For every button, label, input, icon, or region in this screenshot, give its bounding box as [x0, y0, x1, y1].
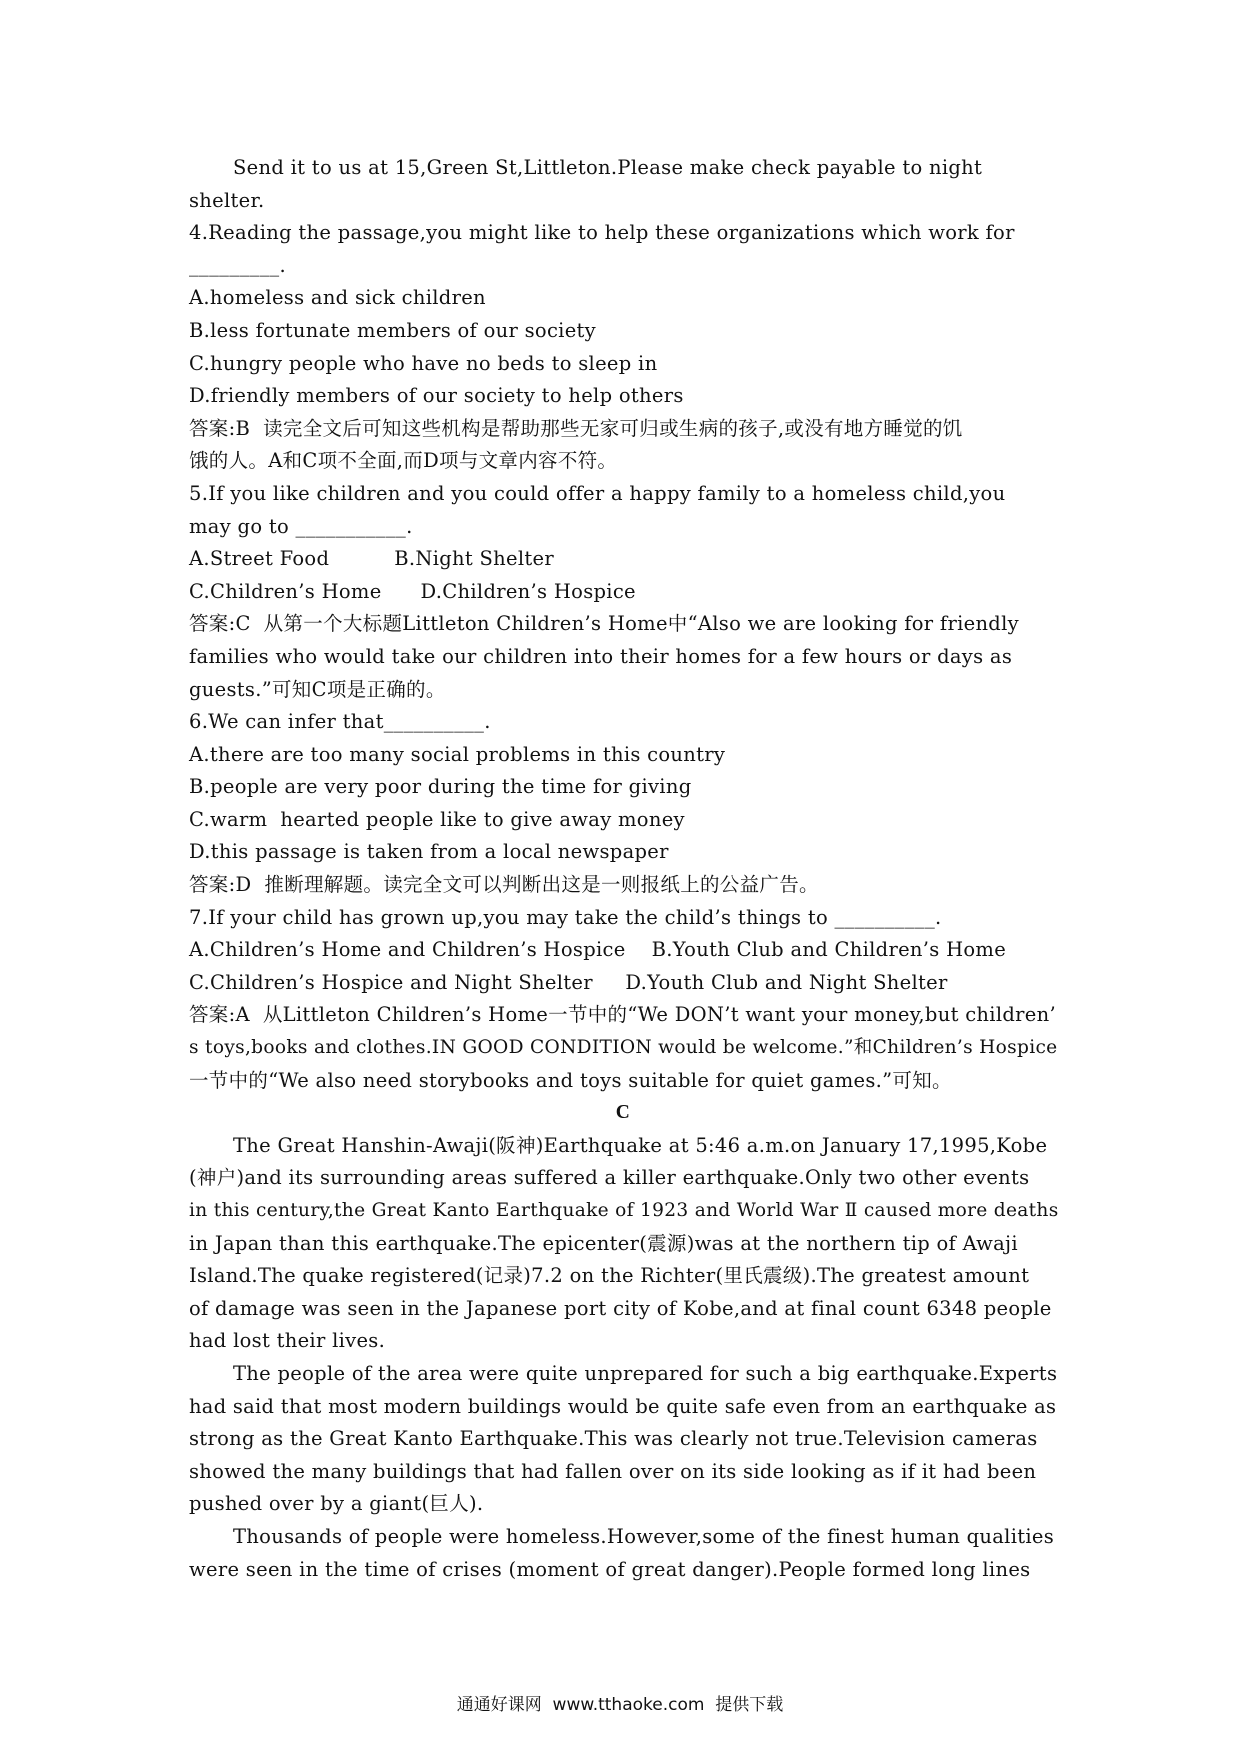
text-line: had lost their lives.: [189, 1329, 386, 1353]
text-line: A.homeless and sick children: [189, 286, 486, 310]
text-line: 7.If your child has grown up,you may take the child’s things to __________.: [189, 905, 942, 929]
text-line: shelter.: [189, 188, 265, 212]
text-line: Island.The quake registered(记录)7.2 on the Richter(里氏震级).The greatest amount: [189, 1264, 1030, 1288]
text-line: 6.We can infer that__________.: [189, 710, 491, 734]
text-line: C.hungry people who have no beds to sleep in: [189, 351, 658, 375]
text-line: C.warm hearted people like to give away money: [189, 807, 685, 831]
text-line: D.this passage is taken from a local newspaper: [189, 840, 669, 864]
text-line: in this century,the Great Kanto Earthquake of 1923 and World War Ⅱ caused more deaths: [189, 1200, 1059, 1221]
text-line: of damage was seen in the Japanese port city of Kobe,and at final count 6348 people: [189, 1296, 1052, 1320]
text-line: 答案:C 从第一个大标题Littleton Children’s Home中“Also we are looking for friendly: [189, 612, 1019, 636]
text-line: showed the many buildings that had fallen over on its side looking as if it had been: [189, 1459, 1037, 1483]
text-line: The people of the area were quite unprepared for such a big earthquake.Experts: [233, 1361, 1058, 1385]
text-line: (神户)and its surrounding areas suffered a killer earthquake.Only two other events: [189, 1166, 1030, 1190]
text-line: 答案:D 推断理解题。读完全文可以判断出这是一则报纸上的公益广告。: [189, 873, 819, 897]
text-line: 答案:A 从Littleton Children’s Home一节中的“We DON’t want your money,but children’: [189, 1003, 1056, 1027]
text-line: 饿的人。A和C项不全面,而D项与文章内容不符。: [189, 449, 618, 473]
text-line: families who would take our children into their homes for a few hours or days as: [189, 644, 1013, 668]
page-footer: 通通好课网 www.tthaoke.com 提供下载: [456, 1695, 784, 1715]
text-line: A.Street Food B.Night Shelter: [189, 547, 555, 571]
text-line: The Great Hanshin-Awaji(阪神)Earthquake at 5:46 a.m.on January 17,1995,Kobe: [233, 1133, 1048, 1157]
text-line: 5.If you like children and you could offer a happy family to a homeless child,you: [189, 481, 1006, 505]
text-line: B.people are very poor during the time for giving: [189, 775, 692, 799]
text-line: were seen in the time of crises (moment of great danger).People formed long lines: [189, 1557, 1031, 1581]
text-line: C.Children’s Home D.Children’s Hospice: [189, 579, 636, 603]
text-line: in Japan than this earthquake.The epicenter(震源)was at the northern tip of Awaji: [189, 1231, 1018, 1255]
text-line: B.less fortunate members of our society: [189, 318, 596, 342]
text-line: 4.Reading the passage,you might like to help these organizations which work for: [189, 221, 1015, 245]
text-line: pushed over by a giant(巨人).: [189, 1492, 484, 1516]
document-body: [189, 152, 1057, 1586]
text-line: _________.: [189, 253, 286, 277]
text-line: 一节中的“We also need storybooks and toys suitable for quiet games.”可知。: [189, 1068, 952, 1092]
text-line: A.Children’s Home and Children’s Hospice B.Youth Club and Children’s Home: [189, 938, 1007, 962]
text-line: A.there are too many social problems in this country: [189, 742, 726, 766]
text-line: s toys,books and clothes.IN GOOD CONDITION would be welcome.”和Children’s Hospice: [189, 1037, 1058, 1059]
text-line: strong as the Great Kanto Earthquake.This was clearly not true.Television cameras: [189, 1427, 1038, 1451]
text-line: Send it to us at 15,Green St,Littleton.Please make check payable to night: [233, 156, 983, 179]
text-line: Thousands of people were homeless.However,some of the finest human qualities: [233, 1524, 1055, 1548]
text-line: 答案:B 读完全文后可知这些机构是帮助那些无家可归或生病的孩子,或没有地方睡觉的饥: [189, 416, 963, 440]
text-line: C.Children’s Hospice and Night Shelter D.Youth Club and Night Shelter: [189, 970, 948, 994]
text-line: D.friendly members of our society to help others: [189, 384, 684, 408]
text-line: guests.”可知C项是正确的。: [189, 677, 446, 701]
section-heading: C: [615, 1102, 631, 1124]
text-line: had said that most modern buildings would be quite safe even from an earthquake as: [189, 1394, 1057, 1418]
text-line: may go to ___________.: [189, 514, 413, 538]
